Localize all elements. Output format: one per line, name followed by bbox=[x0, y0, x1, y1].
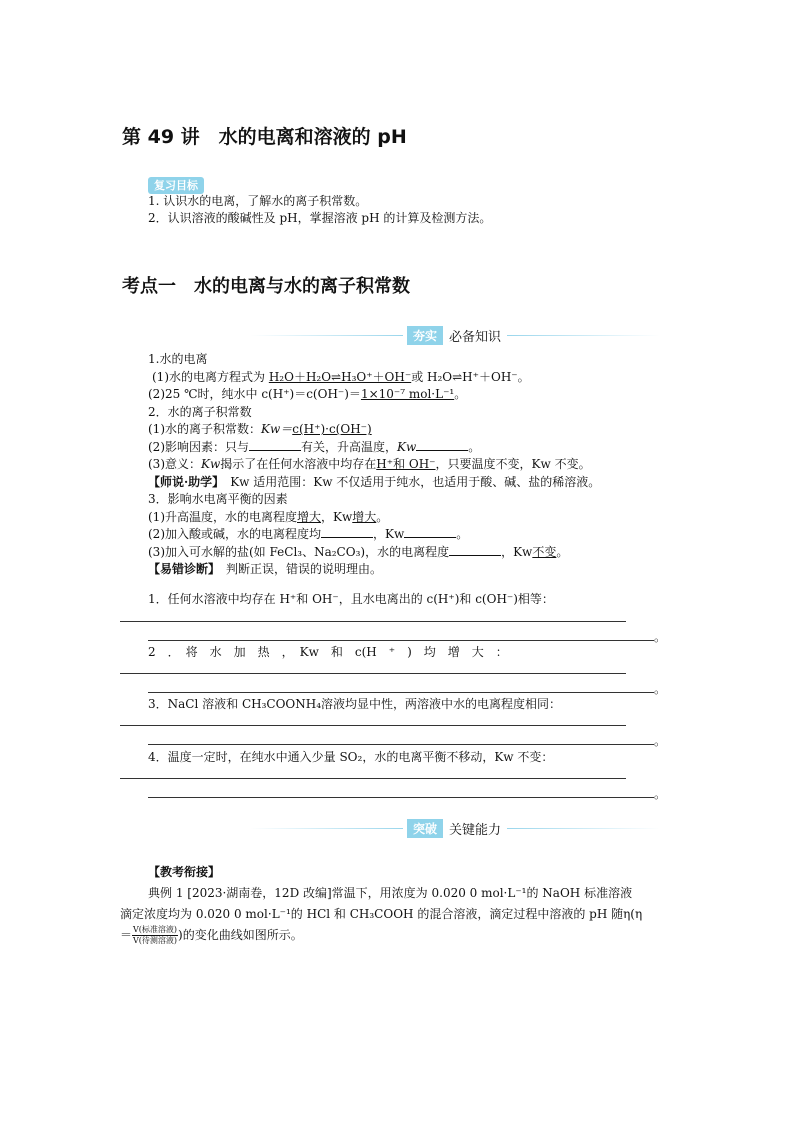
text: ，只要温度不变，Kw 不变。 bbox=[435, 457, 591, 471]
text: 。 bbox=[456, 527, 469, 541]
text: 或 H₂O⇌H⁺＋OH⁻。 bbox=[411, 369, 530, 384]
banner-tag: 突破 bbox=[407, 819, 443, 838]
tip-label: 【师说·助学】 bbox=[148, 474, 219, 489]
question-3: 3．NaCl 溶液和 CH₃COONH₄溶液均显中性，两溶液中水的电离程度相同： bbox=[148, 697, 562, 711]
objectives-badge bbox=[148, 174, 204, 194]
banner-divider bbox=[507, 828, 660, 829]
text: ＝ bbox=[120, 928, 133, 942]
fraction-numerator: V(标准溶液) bbox=[133, 925, 178, 934]
knowledge-line bbox=[148, 456, 688, 474]
teaching-label: 【教考衔接】 bbox=[148, 865, 221, 879]
knowledge-line bbox=[148, 421, 688, 439]
text: ，Kw bbox=[321, 509, 353, 524]
text: 有关，升高温度， bbox=[301, 439, 398, 454]
text: 。 bbox=[376, 509, 389, 524]
error-diagnosis bbox=[148, 561, 688, 579]
diag-text: 判断正误，错误的说明理由。 bbox=[214, 562, 383, 576]
example-line: 滴定浓度均为 0.020 0 mol·L⁻¹的 HCl 和 CH₃COOH 的混合溶液，滴定过程中溶液的 pH 随η(η bbox=[120, 907, 643, 921]
fraction bbox=[132, 925, 178, 946]
heading-factors: 3．影响水电离平衡的因素 bbox=[148, 492, 288, 506]
tip-text: Kw 适用范围：Kw 不仅适用于纯水，也适用于酸、碱、盐的稀溶液。 bbox=[218, 474, 601, 489]
answer-underlined: 增大 bbox=[352, 509, 377, 524]
knowledge-line bbox=[148, 369, 688, 387]
answer-line[interactable] bbox=[120, 778, 626, 779]
objectives-list bbox=[148, 193, 491, 227]
text: (1)升高温度，水的电离程度 bbox=[148, 509, 297, 524]
fill-blank[interactable] bbox=[449, 544, 501, 556]
page-title: 第 49 讲 水的电离和溶液的 pH bbox=[122, 126, 407, 148]
text: (2)25 ℃时，纯水中 c(H⁺)＝c(OH⁻)＝ bbox=[148, 387, 361, 401]
period: 。 bbox=[654, 734, 667, 748]
banner-divider bbox=[507, 335, 660, 336]
knowledge-line bbox=[148, 544, 688, 562]
knowledge-block bbox=[148, 351, 688, 579]
period: 。 bbox=[654, 787, 667, 801]
text: ，Kw bbox=[501, 544, 533, 559]
answer-line[interactable] bbox=[120, 621, 626, 622]
heading-water-ionization: 1.水的电离 bbox=[148, 352, 208, 366]
heading-ion-product: 2．水的离子积常数 bbox=[148, 404, 252, 419]
teacher-tip bbox=[148, 474, 688, 492]
answer-line[interactable] bbox=[120, 673, 626, 674]
question-4: 4．温度一定时，在纯水中通入少量 SO₂，水的电离平衡不移动，Kw 不变： bbox=[148, 750, 554, 764]
period: 。 bbox=[654, 630, 667, 644]
example-line bbox=[120, 925, 678, 946]
example-line: 典例 1 [2023·湖南卷，12D 改编]常温下，用浓度为 0.020 0 mol·L⁻¹的 NaOH 标准溶液 bbox=[148, 886, 633, 900]
question-1: 1．任何水溶液中均存在 H⁺和 OH⁻，且水电离出的 c(H⁺)和 c(OH⁻)相等： bbox=[148, 592, 554, 606]
answer-line[interactable] bbox=[148, 692, 654, 693]
knowledge-line bbox=[148, 509, 688, 527]
fill-blank[interactable] bbox=[416, 439, 468, 451]
objective-item: 2．认识溶液的酸碱性及 pH，掌握溶液 pH 的计算及检测方法。 bbox=[148, 211, 492, 225]
fill-blank[interactable] bbox=[321, 526, 373, 538]
text: 。 bbox=[468, 439, 481, 454]
answer-underlined: 增大 bbox=[297, 509, 322, 524]
text: (2)加入酸或碱，水的电离程度均 bbox=[148, 527, 321, 541]
banner-text: 必备知识 bbox=[449, 329, 502, 345]
text: (1)水的离子积常数： bbox=[148, 422, 261, 436]
kw-symbol: Kw＝ bbox=[261, 422, 293, 436]
fraction-denominator: V(待测溶液) bbox=[133, 936, 178, 945]
banner-essential-knowledge bbox=[250, 325, 660, 345]
kw-symbol: Kw bbox=[201, 457, 221, 471]
answer-underlined: H⁺和 OH⁻ bbox=[376, 457, 436, 471]
banner-text: 关键能力 bbox=[449, 822, 502, 838]
text: (2)影响因素：只与 bbox=[148, 439, 249, 454]
banner-tag: 夯实 bbox=[407, 326, 443, 345]
teaching-block bbox=[120, 862, 678, 946]
answer-underlined: 不变 bbox=[532, 544, 557, 559]
objective-item: 1. 认识水的电离，了解水的离子积常数。 bbox=[148, 194, 368, 208]
answer-line[interactable] bbox=[148, 797, 654, 798]
text: (3)加入可水解的盐(如 FeCl₃、Na₂CO₃)，水的电离程度 bbox=[148, 544, 450, 559]
banner-key-ability bbox=[250, 818, 660, 838]
answer-line[interactable] bbox=[148, 640, 654, 641]
text: ，Kw bbox=[373, 527, 405, 541]
text: 。 bbox=[556, 544, 569, 559]
diag-label: 【易错诊断】 bbox=[148, 562, 215, 576]
objectives-badge-label: 复习目标 bbox=[148, 177, 204, 194]
fill-blank[interactable] bbox=[249, 439, 301, 451]
kw-symbol: Kw bbox=[397, 439, 417, 454]
banner-divider bbox=[250, 335, 403, 336]
banner-divider bbox=[250, 828, 403, 829]
answer-line[interactable] bbox=[120, 725, 626, 726]
text: )的变化曲线如图所示。 bbox=[178, 928, 303, 942]
text: (1)水的电离方程式为 bbox=[152, 369, 269, 384]
section-title: 考点一 水的电离与水的离子积常数 bbox=[122, 276, 410, 297]
knowledge-line bbox=[148, 386, 688, 404]
knowledge-line bbox=[148, 526, 688, 544]
answer-underlined: 1×10⁻⁷ mol·L⁻¹ bbox=[360, 387, 455, 401]
text: 。 bbox=[454, 387, 467, 401]
answer-underlined: c(H⁺)·c(OH⁻) bbox=[292, 422, 372, 436]
fill-blank[interactable] bbox=[404, 526, 456, 538]
knowledge-line bbox=[148, 439, 688, 457]
question-2: 2 ． 将 水 加 热 ， Kw 和 c(H ⁺ ) 均 增 大 ： bbox=[148, 645, 508, 659]
text: (3)意义： bbox=[148, 457, 201, 471]
answer-line[interactable] bbox=[148, 744, 654, 745]
answer-underlined: H₂O＋H₂O⇌H₃O⁺＋OH⁻ bbox=[268, 369, 412, 384]
period: 。 bbox=[654, 682, 667, 696]
text: 揭示了在任何水溶液中均存在 bbox=[220, 457, 377, 471]
